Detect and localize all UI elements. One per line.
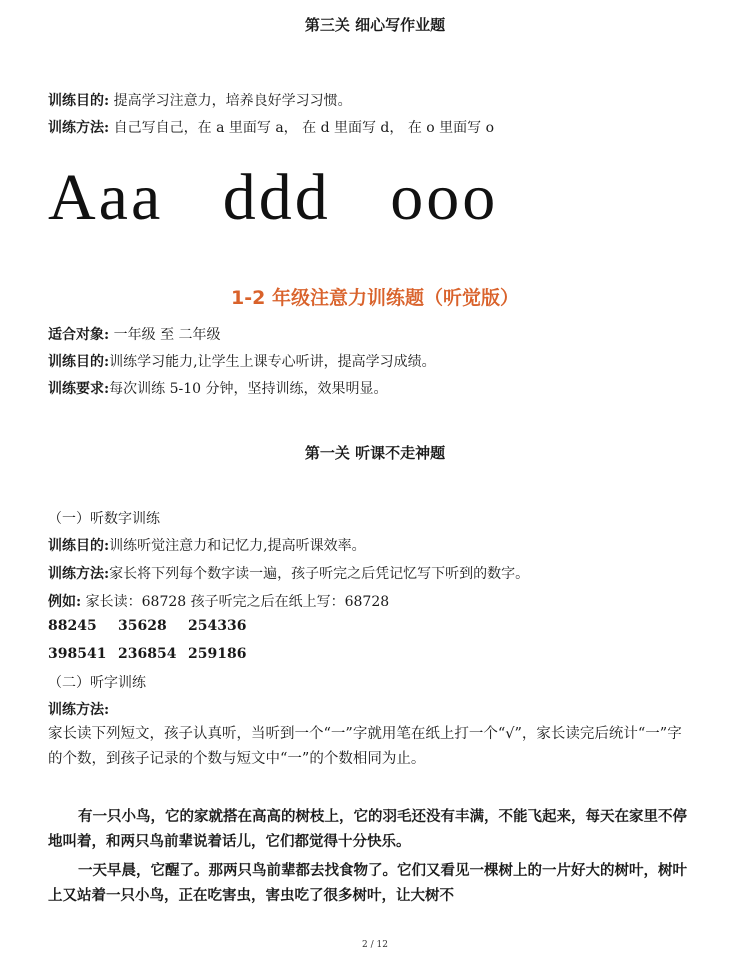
main-title: 1-2 年级注意力训练题（听觉版） <box>231 287 519 309</box>
number-cell: 254336 <box>188 618 247 634</box>
requirement-label: 训练要求: <box>48 381 110 397</box>
letters-d: ddd <box>222 161 331 234</box>
part1-purpose-text: 训练听觉注意力和记忆力,提高听课效率。 <box>109 538 366 554</box>
example-label: 例如: <box>48 594 82 610</box>
section3-method-line <box>48 117 494 137</box>
part1-method-text: 家长将下列每个数字读一遍，孩子听完之后凭记忆写下听到的数字。 <box>109 566 530 582</box>
number-cell: 259186 <box>188 646 247 662</box>
numbers-row-1 <box>48 618 246 634</box>
part1-method-label: 训练方法: <box>48 566 110 582</box>
method-text: 自己写自己，在 a 里面写 a， 在 d 里面写 d， 在 o 里面写 o <box>113 120 495 136</box>
letters-o: ooo <box>390 161 499 234</box>
part1-heading: （一）听数字训练 <box>48 511 160 527</box>
number-cell: 236854 <box>118 646 177 662</box>
numbers-row-2 <box>48 646 246 662</box>
section3-title: 第三关 细心写作业题 <box>304 16 446 34</box>
practice-letters <box>48 160 498 236</box>
example-line <box>48 591 389 611</box>
main-purpose-label: 训练目的: <box>48 354 110 370</box>
part1-method-line <box>48 563 529 583</box>
story-paragraph-2: 一天早晨，它醒了。那两只鸟前辈都去找食物了。它们又看见一棵树上的一片好大的树叶，树叶上又站着一只小鸟，正在吃害虫，害虫吃了很多树叶，让大树不 <box>48 862 687 904</box>
requirement-line <box>48 378 388 398</box>
part2-method-label: 训练方法: <box>48 702 110 718</box>
example-text: 家长读：68728 孩子听完之后在纸上写：68728 <box>85 594 390 610</box>
number-cell: 35628 <box>118 618 167 634</box>
audience-line <box>48 324 221 344</box>
number-cell: 88245 <box>48 618 97 634</box>
section3-purpose-line <box>48 90 352 110</box>
part2-heading: （二）听字训练 <box>48 675 146 691</box>
requirement-text: 每次训练 5-10 分钟，坚持训练，效果明显。 <box>109 381 388 397</box>
story-paragraph-1: 有一只小鸟，它的家就搭在高高的树枝上，它的羽毛还没有丰满，不能飞起来，每天在家里不停地叫着，和两只鸟前辈说着话儿，它们都觉得十分快乐。 <box>48 808 687 850</box>
number-cell: 398541 <box>48 646 107 662</box>
part1-purpose-line <box>48 535 366 555</box>
audience-text: 一年级 至 二年级 <box>113 327 221 343</box>
purpose-text: 提高学习注意力，培养良好学习习惯。 <box>113 93 352 109</box>
letters-a: Aaa <box>48 161 164 234</box>
page-number: 2 / 12 <box>362 940 388 950</box>
purpose-label: 训练目的: <box>48 93 110 109</box>
audience-label: 适合对象: <box>48 327 110 343</box>
method-label: 训练方法: <box>48 120 110 136</box>
section1-title: 第一关 听课不走神题 <box>304 444 446 462</box>
main-purpose-line <box>48 351 436 371</box>
part2-instructions: 家长读下列短文，孩子认真听，当听到一个“一”字就用笔在纸上打一个“√”，家长读完后统计“一”字的个数，到孩子记录的个数与短文中“一”的个数相同为止。 <box>48 726 682 767</box>
main-purpose-text: 训练学习能力,让学生上课专心听讲，提高学习成绩。 <box>109 354 436 370</box>
part1-purpose-label: 训练目的: <box>48 538 110 554</box>
